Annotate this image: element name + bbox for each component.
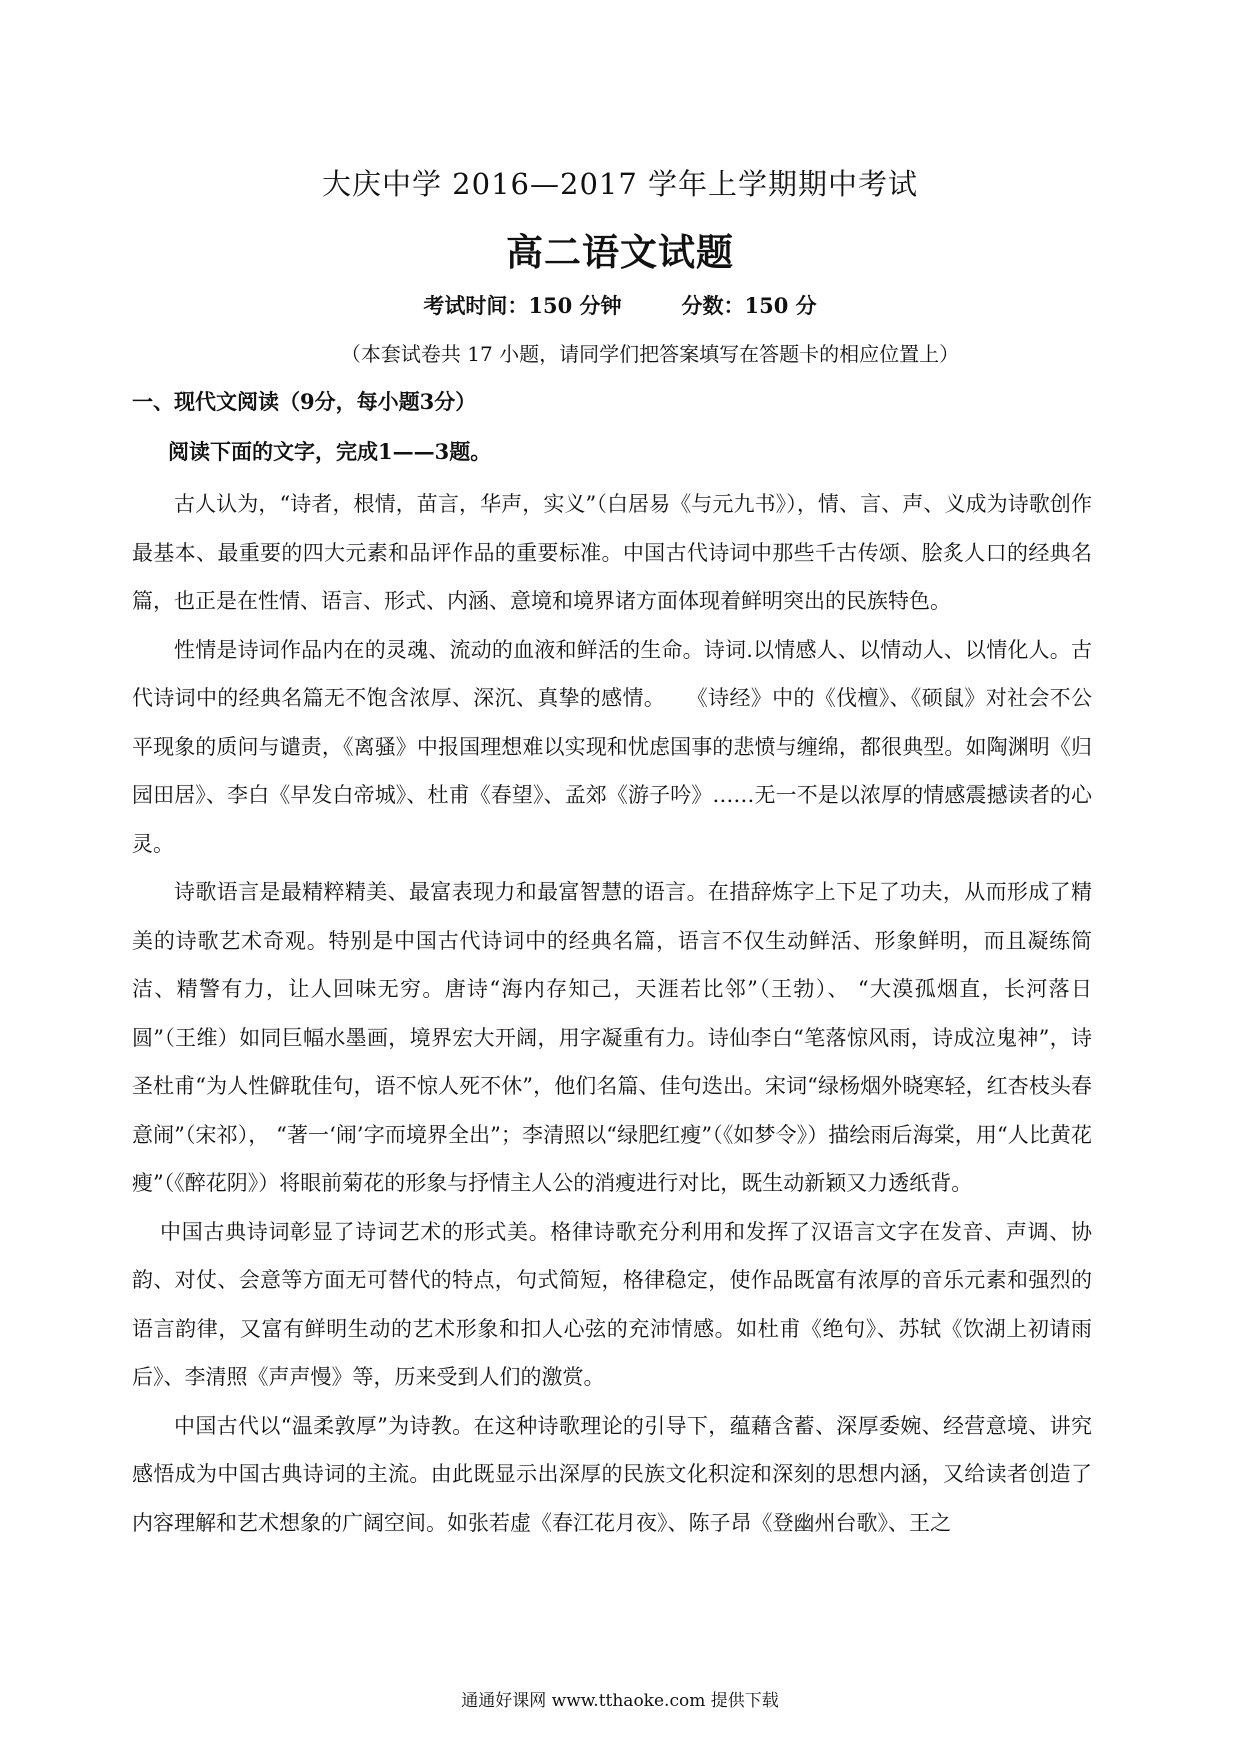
exam-time: 考试时间：150 分钟 [423,293,622,318]
exam-meta [0,290,1240,320]
exam-score: 分数：150 分 [681,293,817,318]
passage-paragraph: 中国古典诗词彰显了诗词艺术的形式美。格律诗歌充分利用和发挥了汉语言文字在发音、声调、协韵、对仗、会意等方面无可替代的特点，句式简短，格律稳定，使作品既富有浓厚的音乐元素和强烈的语言韵律，又富有鲜明生动的艺术形象和扣人心弦的充沛情感。如杜甫《绝句》、苏轼《饮湖上初请雨后》、李清照《声声慢》等，历来受到人们的激赏。 [132,1219,1092,1389]
section-heading: 一、现代文阅读（9分，每小题3分） [132,389,477,414]
reading-passage [132,480,1092,1547]
passage-paragraph: 中国古代以“温柔敦厚”为诗教。在这种诗歌理论的引导下，蕴藉含蓄、深厚委婉、经营意境、讲究感悟成为中国古典诗词的主流。由此既显示出深厚的民族文化积淀和深刻的思想内涵，又给读者创造了内容理解和艺术想象的广阔空间。如张若虚《春江花月夜》、陈子昂《登幽州台歌》、王之 [132,1413,1092,1535]
exam-title: 大庆中学 2016—2017 学年上学期期中考试 [321,167,919,201]
exam-instruction: （本套试卷共 17 小题，请同学们把答案填写在答题卡的相应位置上） [340,342,960,366]
page-footer: 通通好课网 www.tthaoke.com 提供下载 [461,1691,779,1711]
passage-paragraph: 诗歌语言是最精粹精美、最富表现力和最富智慧的语言。在措辞炼字上下足了功夫，从而形成了精美的诗歌艺术奇观。特别是中国古代诗词中的经典名篇，语言不仅生动鲜活、形象鲜明，而且凝练简洁、精警有力，让人回味无穷。唐诗“海内存知己，天涯若比邻”（王勃）、 “大漠孤烟直，长河落日圆”（王维）如同巨幅水墨画，境界宏大开阔，用字凝重有力。诗仙李白“笔落惊风雨，诗成泣鬼神”，诗圣杜甫“为人性僻耽佳句，语不惊人死不休”，他们名篇、佳句迭出。宋词“绿杨烟外晓寒轻，红杏枝头春意闹”（宋祁）， “著一‘闹’字而境界全出”；李清照以“绿肥红瘦”（《如梦令》）描绘雨后海棠，用“人比黄花瘦”（《醉花阴》）将眼前菊花的形象与抒情主人公的消瘦进行对比，既生动新颖又力透纸背。 [132,880,1092,1195]
passage-paragraph: 性情是诗词作品内在的灵魂、流动的血液和鲜活的生命。诗词.以情感人、以情动人、以情化人。古代诗词中的经典名篇无不饱含浓厚、深沉、真挚的感情。 《诗经》中的《伐檀》、《硕鼠》对社会不公平现象的质问与谴责，《离骚》中报国理想难以实现和忧虑国事的悲愤与缠绵，都很典型。如陶渊明《归园田居》、李白《早发白帝城》、杜甫《春望》、孟郊《游子吟》……无一不是以浓厚的情感震撼读者的心灵。 [132,637,1092,856]
subject-title: 高二语文试题 [506,230,734,274]
reading-prompt: 阅读下面的文字，完成1——3题。 [168,439,492,464]
passage-paragraph: 古人认为，“诗者，根情，苗言，华声，实义”（白居易《与元九书》），情、言、声、义成为诗歌创作最基本、最重要的四大元素和品评作品的重要标准。中国古代诗词中那些千古传颂、脍炙人口的经典名篇，也正是在性情、语言、形式、内涵、意境和境界诸方面体现着鲜明突出的民族特色。 [132,492,1092,613]
